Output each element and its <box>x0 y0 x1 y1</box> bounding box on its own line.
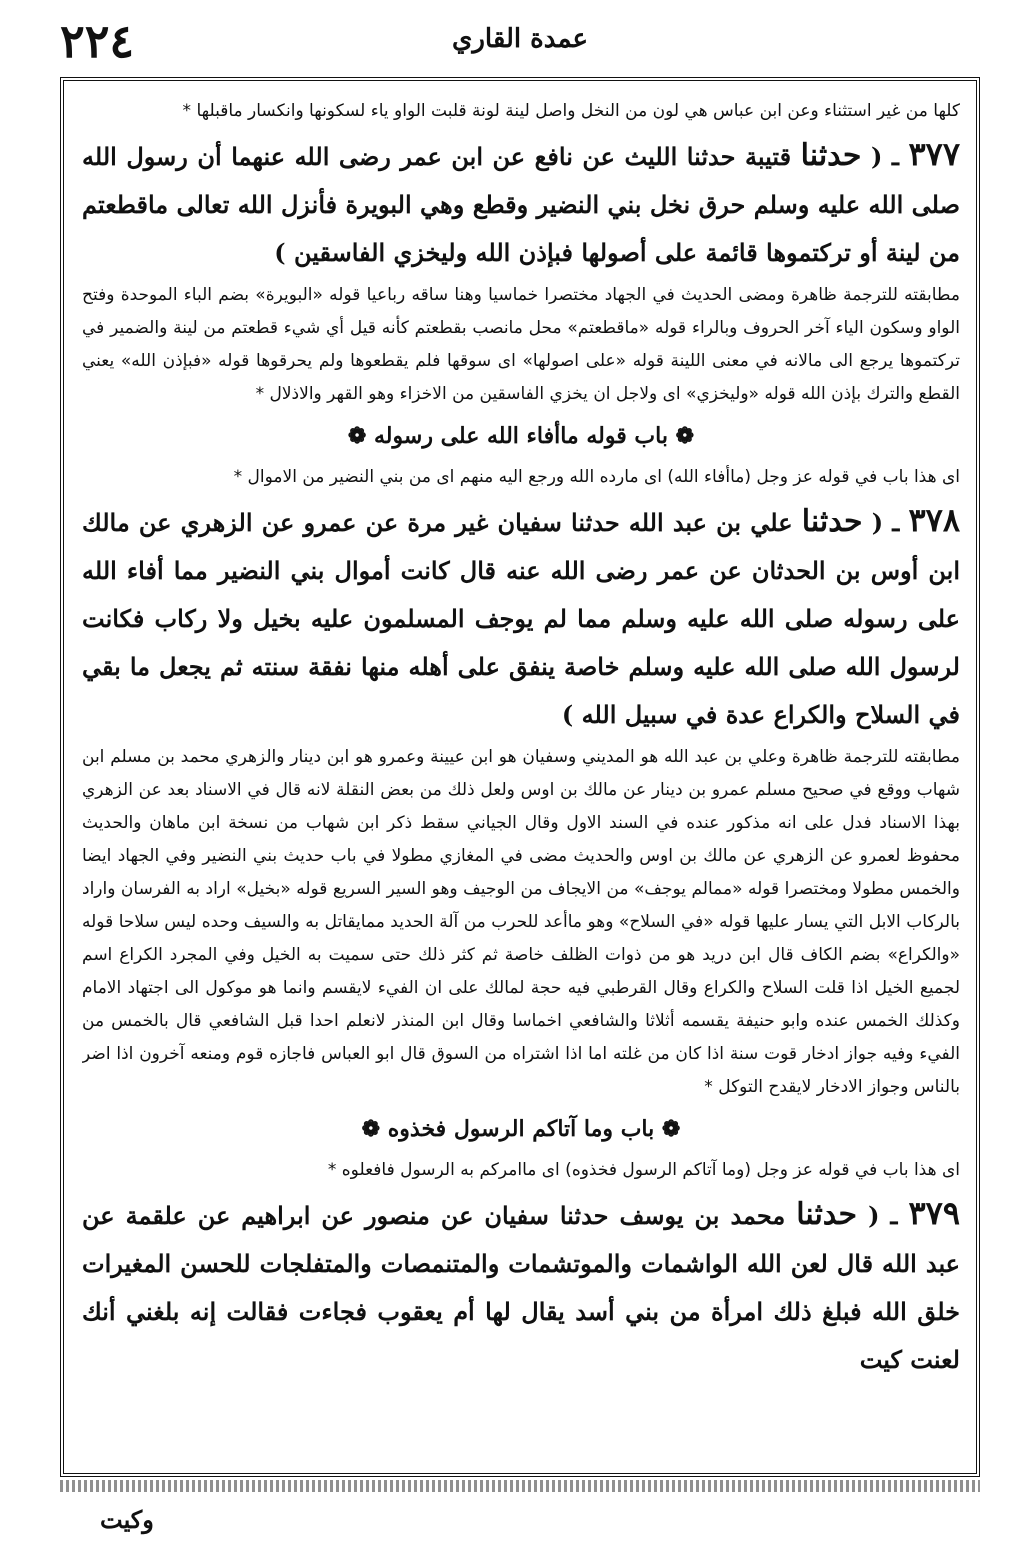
commentary-paragraph: مطابقته للترجمة ظاهرة وعلي بن عبد الله هو المديني وسفيان هو ابن عيينة وعمرو هو ابن دينار والزهري محمد بن مسلم ابن شهاب ووقع في صحيح مسلم عمرو بن دينار عن مالك بن اوس ولعل ذلك من بعض النقلة لانه قال في الاسناد بعد عن الزهري بهذا الاسناد فدل على انه مذكور عنده في السند الاول وقال الجياني سقط ذكر ابن شهاب من نسخة ابن ماهان والحديث محفوظ لعمرو عن الزهري عن مالك بن اوس والحديث مضى في المغازي مطولا في باب حديث بني النضير وفي الجهاد ايضا والخمس مطولا ومختصرا قوله «ممالم يوجف» من الايجاف من الوجيف وهو السير السريع قوله «بخيل» اراد به الفرسان واراد بالركاب الابل التي يسار عليها قوله «في السلاح» وهو ماأعد للحرب من آلة الحديد ممايقاتل به والسيف وحده ليس سلاحا قوله «والكراع» بضم الكاف قال ابن دريد هو من ذوات الظلف خاصة ثم كثر ذلك حتى سميت به الخيل وفي المجرد الكراع اسم لجميع الخيل اذا قلت السلاح والكراع وقال القرطبي فيه حجة لمالك على ان الفيء لايقسم وانما هو موكول الى اجتهاد الامام وكذلك الخمس عنده وابو حنيفة يقسمه أثلاثا والشافعي اخماسا وقال ابن المنذر لانعلم احدا قبل الشافعي قال بالخمس من الفيء وفيه جواز ادخار قوت سنة اذا كان من غلته اما اذا اشتراه من السوق قال ابو العباس فاجازه قوم ومنعه آخرون اذا اضر بالناس وجواز الادخار لايقدح التوكل * <box>82 747 960 1097</box>
ornament-icon: ❁ <box>347 423 367 449</box>
chapter-description: اى هذا باب في قوله عز وجل (وما آتاكم الرسول فخذوه) اى ماامركم به الرسول فافعلوه * <box>327 1160 960 1180</box>
chapter-heading <box>82 413 960 459</box>
commentary-paragraph: كلها من غير استثناء وعن ابن عباس هي لون من النخل واصل لينة لونة قلبت الواو ياء لسكونها وانكسار ماقبلها * <box>182 101 960 121</box>
commentary-paragraph: مطابقته للترجمة ظاهرة ومضى الحديث في الجهاد مختصرا خماسيا وهنا ساقه رباعيا قوله «البويرة» بضم الباء الموحدة وفتح الواو وسكون الياء آخر الحروف وبالراء قوله «ماقطعتم» محل مانصب بقطعتم كأنه قيل أي شيء قطعتم من لينة والضمير في تركتموها يرجع الى مالانه في معنى اللينة قوله «على اصولها» اى سوقها فلم يقطعوها ولم يحرقوها قوله «فبإذن الله» يعني القطع والترك بإذن الله قوله «وليخزي» اى ولاجل ان يخزي الفاسقين من الاخزاء وهو القهر والاذلال * <box>82 285 960 404</box>
hadith-number: ٣٧٩ <box>908 1194 960 1232</box>
hadith-text: قتيبة حدثنا الليث عن نافع عن ابن عمر رضى الله عنهما أن رسول الله صلى الله عليه وسلم حرق نخل بني النضير وقطع وهي البويرة فأنزل الله تعالى ماقطعتم من لينة أو تركتموها قائمة على أصولها فبإذن الله وليخزي الفاسقين <box>82 142 960 267</box>
page-header <box>60 10 980 72</box>
hadith-377: ٣٧٧ ـ ( حدثنا قتيبة حدثنا الليث عن نافع عن ابن عمر رضى الله عنهما أن رسول الله صلى الله عليه وسلم حرق نخل بني النضير وقطع وهي البويرة فأنزل الله تعالى ماقطعتم من لينة أو تركتموها قائمة على أصولها فبإذن الله وليخزي الفاسقين ) <box>82 135 960 267</box>
chapter-description: اى هذا باب في قوله عز وجل (ماأفاء الله) اى مارده الله ورجع اليه منهم اى من بني النضير من الاموال * <box>233 467 960 487</box>
bottom-rule <box>60 1480 980 1492</box>
hadith-label: حدثنا <box>796 1197 858 1232</box>
page-number: ٢٢٤ <box>60 14 135 68</box>
running-title: عمدة القاري <box>452 24 588 54</box>
hadith-text: علي بن عبد الله حدثنا سفيان غير مرة عن عمرو عن الزهري عن مالك ابن أوس بن الحدثان عن عمر رضى الله عنه قال كانت أموال بني النضير مما أفاء الله على رسوله صلى الله عليه وسلم مما لم يوجف المسلمون عليه بخيل ولا ركاب فكانت لرسول الله صلى الله عليه وسلم خاصة ينفق على أهله منها نفقة سنته ثم يجعل ما بقي في السلاح والكراع عدة في سبيل الله <box>82 508 960 729</box>
page-body <box>82 95 960 1475</box>
ornament-icon: ❁ <box>675 423 695 449</box>
hadith-378: ٣٧٨ ـ ( حدثنا علي بن عبد الله حدثنا سفيان غير مرة عن عمرو عن الزهري عن مالك ابن أوس بن الحدثان عن عمر رضى الله عنه قال كانت أموال بني النضير مما أفاء الله على رسوله صلى الله عليه وسلم مما لم يوجف المسلمون عليه بخيل ولا ركاب فكانت لرسول الله صلى الله عليه وسلم خاصة ينفق على أهله منها نفقة سنته ثم يجعل ما بقي في السلاح والكراع عدة في سبيل الله ) <box>82 501 960 729</box>
ornament-icon: ❁ <box>661 1116 681 1142</box>
hadith-379: ٣٧٩ ـ ( حدثنا محمد بن يوسف حدثنا سفيان عن منصور عن ابراهيم عن علقمة عن عبد الله قال لعن الله الواشمات والموتشمات والمتنمصات والمتفلجات للحسن المغيرات خلق الله فبلغ ذلك امرأة من بني أسد يقال لها أم يعقوب فجاءت فقالت إنه بلغني أنك لعنت كيت <box>82 1194 960 1374</box>
hadith-label: حدثنا <box>801 504 863 539</box>
chapter-title: باب قوله ماأفاء الله على رسوله <box>374 423 668 449</box>
hadith-number: ٣٧٧ <box>908 135 960 173</box>
chapter-heading <box>82 1106 960 1152</box>
hadith-number: ٣٧٨ <box>908 501 960 539</box>
ornament-icon: ❁ <box>361 1116 381 1142</box>
hadith-label: حدثنا <box>800 138 862 173</box>
chapter-title: باب وما آتاكم الرسول فخذوه <box>387 1116 655 1142</box>
catchword: وكيت <box>100 1505 154 1534</box>
hadith-text: محمد بن يوسف حدثنا سفيان عن منصور عن ابراهيم عن علقمة عن عبد الله قال لعن الله الواشمات والموتشمات والمتنمصات والمتفلجات للحسن المغيرات خلق الله فبلغ ذلك امرأة من بني أسد يقال لها أم يعقوب فجاءت فقالت إنه بلغني أنك لعنت كيت <box>82 1201 960 1374</box>
